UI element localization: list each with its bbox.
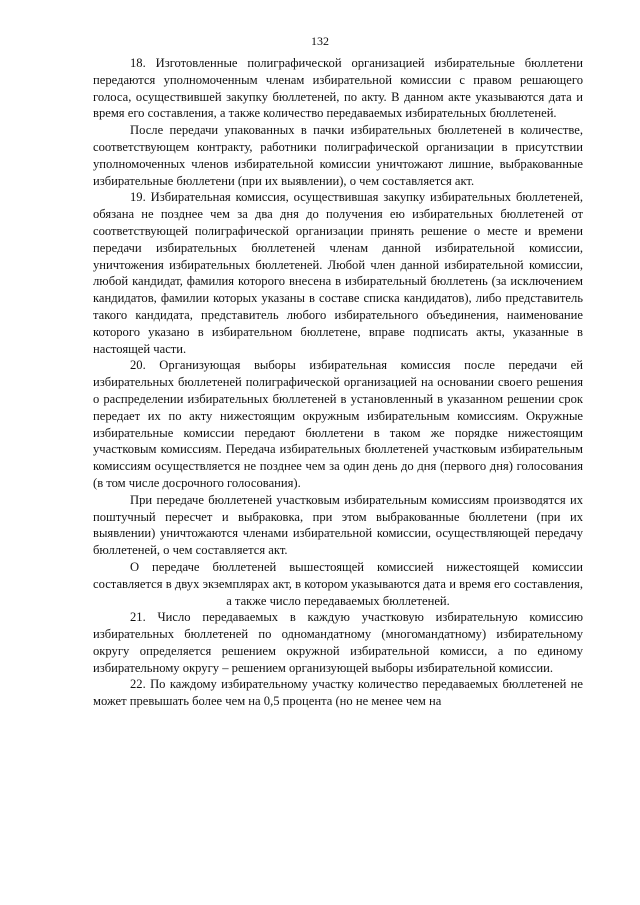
paragraph-19: 19. Избирательная комиссия, осуществившая закупку избирательных бюллетеней, обязана не позднее чем за два дня до получения ею избирательных бюллетеней от соответствующей полиграфической организации принять решение о месте и времени передачи избирательных бюллетеней членам данной избирательной комиссии, уничтожения избирательных бюллетеней. Любой член данной избирательной комиссии, любой кандидат, фамилия которого внесена в избирательный бюллетень (за исключением кандидатов, фамилии которых указаны в составе списка кандидатов), либо представитель такого кандидата, представитель любого избирательного объединения, наименование которого указано в избирательном бюллетене, вправе подписать акты, указанные в настоящей части. (93, 190, 583, 356)
paragraph-21: 21. Число передаваемых в каждую участковую избирательную комиссию избирательных бюллетеней по одномандатному (многомандатному) избирательному округу определяется решением окружной избирательной комисси, а по единому избирательному округу – решением организующей выборы избирательной комиссии. (93, 610, 583, 675)
document-body (93, 55, 583, 710)
paragraph-20: 20. Организующая выборы избирательная комиссия после передачи ей избирательных бюллетеней полиграфической организацией на основании своего решения о распределении избирательных бюллетеней в установленный в указанном решении срок передает их по акту нижестоящим окружным избирательным комиссиям. Окружные избирательные комиссии передают бюллетени в таком же порядке нижестоящим участковым комиссиям. Передача избирательных бюллетеней участковым избирательным комиссиям осуществляется не позднее чем за один день до дня (первого дня) голосования (в том числе досрочного голосования). (93, 358, 583, 490)
paragraph-22: 22. По каждому избирательному участку количество передаваемых бюллетеней не может превышать более чем на 0,5 процента (но не менее чем на (93, 677, 583, 709)
paragraph-20-transfer: При передаче бюллетеней участковым избирательным комиссиям производятся их поштучный пересчет и выбраковка, при этом выбракованные бюллетени (при их выявлении) уничтожаются членами избирательной комиссии, осуществляющей передачу бюллетеней, о чем составляется акт. (93, 492, 583, 558)
page-number: 132 (311, 34, 329, 48)
paragraph-18: 18. Изготовленные полиграфической организацией избирательные бюллетени передаются уполномоченным членам избирательной комиссии с правом решающего голоса, осуществившей закупку бюллетеней, по акту. В данном акте указываются дата и время его составления, а также количество передаваемых избирательных бюллетеней. (93, 56, 583, 121)
paragraph-18-continued: После передачи упакованных в пачки избирательных бюллетеней в количестве, соответствующем контракту, работники полиграфической организации в присутствии уполномоченных членов избирательной комиссии уничтожают лишние, выбракованные избирательные бюллетени (при их выявлении), о чем составляется акт. (93, 123, 583, 188)
paragraph-20-act: О передаче бюллетеней вышестоящей комиссией нижестоящей комиссии составляется в двух экземплярах акт, в котором указываются дата и время его составления, а также число передаваемых бюллетеней. (93, 559, 583, 608)
